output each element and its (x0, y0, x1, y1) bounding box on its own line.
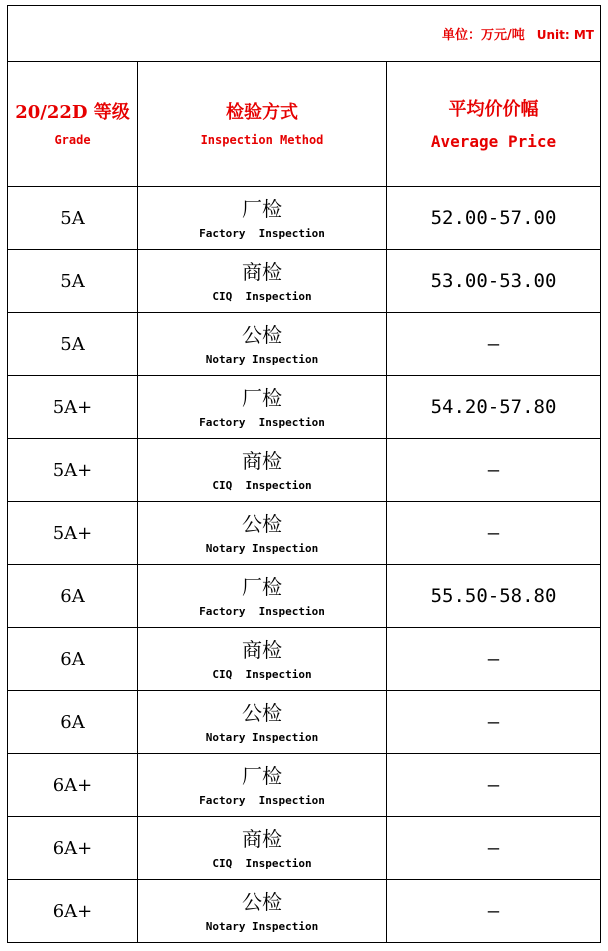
grade-value: 6A (60, 585, 85, 607)
method-cell (138, 754, 387, 817)
method-en: Notary Inspection (205, 352, 319, 366)
price-cell (387, 502, 601, 565)
header-method-en: Inspection Method (200, 133, 324, 147)
price-cell (387, 250, 601, 313)
header-grade-cn: 20/22D 等级 (15, 102, 130, 123)
grade-value: 5A (60, 333, 85, 355)
grade-value: 6A+ (52, 900, 93, 922)
price-cell (387, 691, 601, 754)
method-en: Factory Inspection (199, 226, 325, 240)
method-en: Factory Inspection (199, 415, 325, 429)
table-row (8, 502, 601, 565)
grade-cell (8, 250, 138, 313)
grade-cell (8, 628, 138, 691)
method-cell (138, 250, 387, 313)
method-cn: 公检 (242, 889, 282, 914)
price-table (7, 5, 601, 943)
table-row (8, 817, 601, 880)
method-cell (138, 313, 387, 376)
price-cell (387, 880, 601, 943)
grade-cell (8, 502, 138, 565)
method-en: Notary Inspection (205, 541, 319, 555)
method-en: CIQ Inspection (212, 667, 312, 681)
method-cn: 商检 (242, 259, 282, 284)
method-cn: 厂检 (242, 196, 282, 221)
grade-value: 5A+ (52, 396, 93, 418)
method-cell (138, 691, 387, 754)
table-row (8, 754, 601, 817)
method-en: CIQ Inspection (212, 856, 312, 870)
price-cell (387, 754, 601, 817)
table-row (8, 691, 601, 754)
method-cell (138, 439, 387, 502)
price-cell (387, 313, 601, 376)
grade-cell (8, 817, 138, 880)
table-row (8, 880, 601, 943)
method-cn: 商检 (242, 637, 282, 662)
table-row (8, 187, 601, 250)
price-value: — (487, 774, 500, 796)
method-cn: 公检 (242, 322, 282, 347)
unit-en: Unit: MT (536, 28, 594, 42)
grade-cell (8, 313, 138, 376)
method-cell (138, 502, 387, 565)
method-en: Notary Inspection (205, 730, 319, 744)
grade-value: 5A+ (52, 522, 93, 544)
price-value: — (487, 837, 500, 859)
header-row (8, 62, 601, 187)
grade-value: 5A+ (52, 459, 93, 481)
grade-cell (8, 376, 138, 439)
price-value: — (487, 711, 500, 733)
price-value: — (487, 648, 500, 670)
header-method-cn: 检验方式 (226, 102, 298, 123)
price-value: — (487, 459, 500, 481)
method-cn: 厂检 (242, 574, 282, 599)
grade-value: 6A (60, 711, 85, 733)
grade-value: 5A (60, 207, 85, 229)
table-row (8, 313, 601, 376)
table-row (8, 628, 601, 691)
table-row (8, 376, 601, 439)
method-cell (138, 565, 387, 628)
method-cn: 厂检 (242, 763, 282, 788)
table-row (8, 250, 601, 313)
header-price (387, 62, 601, 187)
table-body (8, 187, 601, 943)
price-value: 53.00-53.00 (430, 270, 557, 292)
method-en: Factory Inspection (199, 793, 325, 807)
price-cell (387, 376, 601, 439)
price-cell (387, 628, 601, 691)
grade-cell (8, 187, 138, 250)
grade-value: 6A+ (52, 837, 93, 859)
method-en: Notary Inspection (205, 919, 319, 933)
table-row (8, 565, 601, 628)
grade-cell (8, 880, 138, 943)
price-value: — (487, 333, 500, 355)
price-value: 52.00-57.00 (430, 207, 557, 229)
grade-cell (8, 439, 138, 502)
price-value: — (487, 522, 500, 544)
unit-label (442, 24, 594, 43)
price-value: — (487, 900, 500, 922)
method-cn: 公检 (242, 700, 282, 725)
method-cell (138, 817, 387, 880)
price-cell (387, 187, 601, 250)
unit-cell (8, 6, 601, 62)
unit-row (8, 6, 601, 62)
price-value: 54.20-57.80 (430, 396, 557, 418)
price-cell (387, 817, 601, 880)
method-cell (138, 628, 387, 691)
method-en: CIQ Inspection (212, 289, 312, 303)
method-en: Factory Inspection (199, 604, 325, 618)
header-price-en: Average Price (430, 131, 557, 151)
grade-value: 5A (60, 270, 85, 292)
table-row (8, 439, 601, 502)
header-grade-en: Grade (54, 133, 91, 147)
price-value: 55.50-58.80 (430, 585, 557, 607)
grade-cell (8, 565, 138, 628)
header-grade (8, 62, 138, 187)
header-price-cn: 平均价价幅 (448, 98, 539, 120)
price-cell (387, 565, 601, 628)
grade-value: 6A (60, 648, 85, 670)
grade-cell (8, 691, 138, 754)
unit-cn: 单位：万元/吨 (442, 28, 525, 43)
price-cell (387, 439, 601, 502)
method-cn: 商检 (242, 448, 282, 473)
method-cn: 公检 (242, 511, 282, 536)
method-cn: 厂检 (242, 385, 282, 410)
method-en: CIQ Inspection (212, 478, 312, 492)
grade-value: 6A+ (52, 774, 93, 796)
method-cn: 商检 (242, 826, 282, 851)
method-cell (138, 376, 387, 439)
grade-cell (8, 754, 138, 817)
method-cell (138, 187, 387, 250)
header-method (138, 62, 387, 187)
method-cell (138, 880, 387, 943)
